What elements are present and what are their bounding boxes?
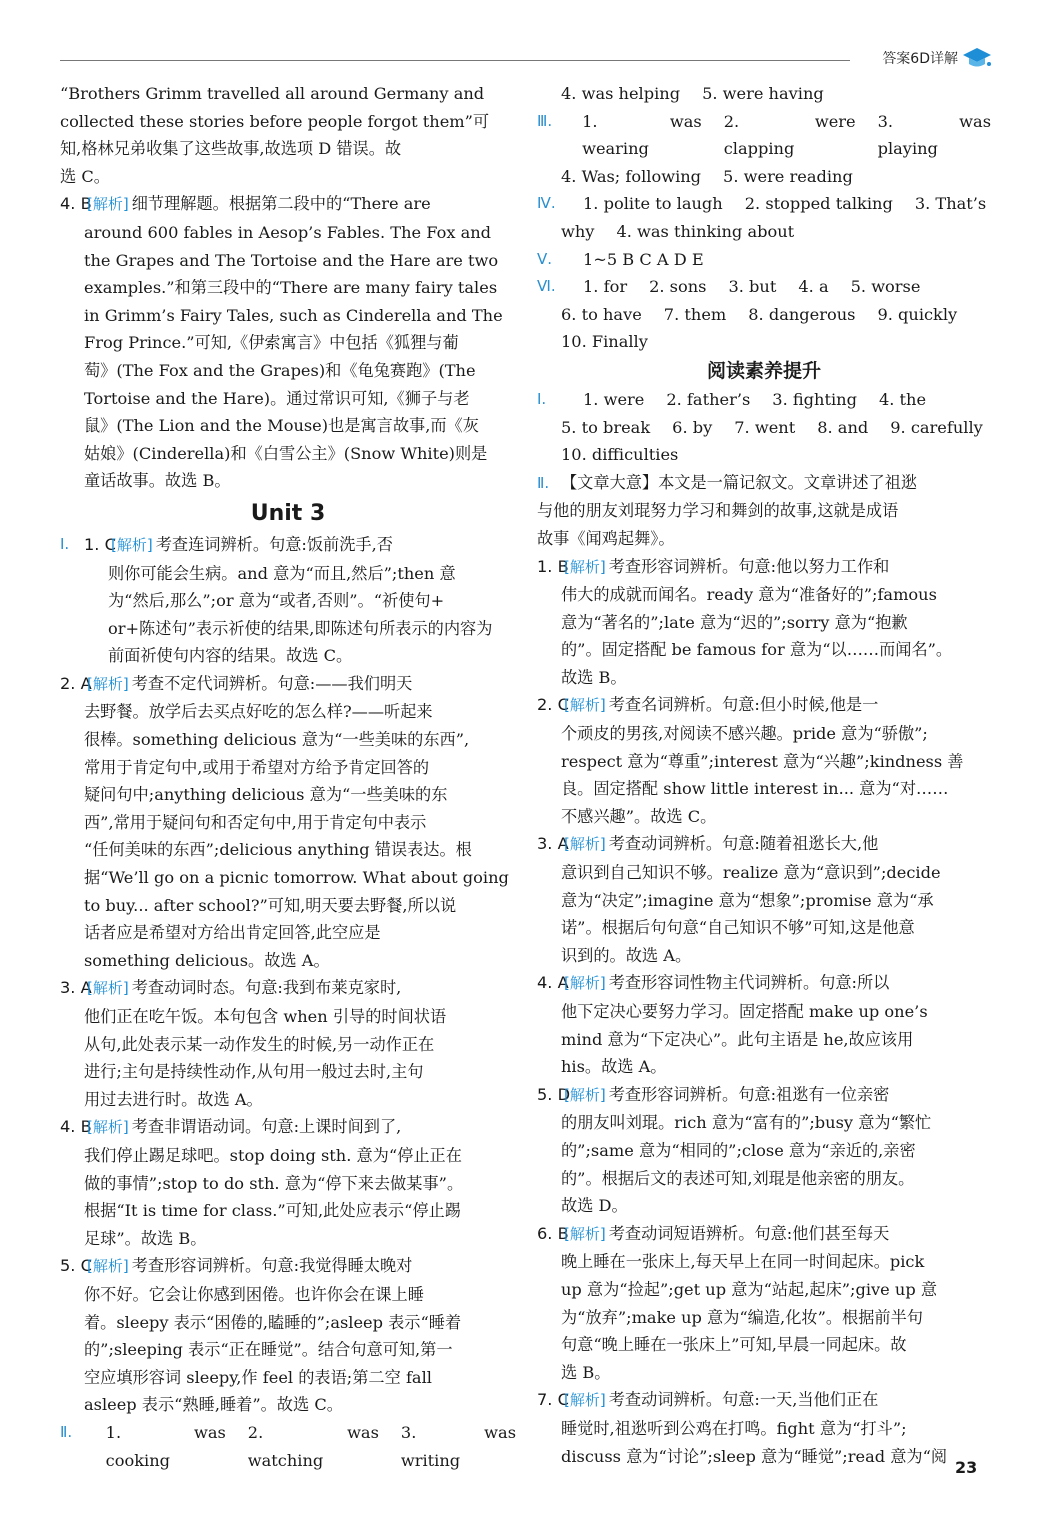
item-line: 诺”。根据后句句意“自己知识不够”可知,这是他意 — [561, 918, 915, 938]
analysis-tag: [ 解析 ] — [561, 1387, 609, 1415]
unit-title: Unit 3 — [250, 500, 326, 526]
item-line: 话者应是希望对方给出肯定回答,此空应是 — [84, 923, 381, 943]
answer: 5. worse — [850, 277, 921, 297]
item-line: [ 解析 ] 考查形容词辨析。句意:我觉得睡太晚对 — [84, 1252, 516, 1281]
item-line: 的”。固定搭配 be famous for 意为“以……而闻名”。 — [561, 640, 953, 660]
question-item — [537, 691, 991, 830]
item-line: 很棒。something delicious 意为“一些美味的东西”, — [84, 730, 470, 750]
answer: 5. were having — [702, 84, 824, 103]
intro-line: “Brothers Grimm travelled all around Germany and — [60, 84, 485, 103]
question-item — [84, 531, 516, 670]
item-line: 选 B。 — [561, 1362, 611, 1382]
page-header — [60, 40, 1000, 80]
answer: 6. by — [672, 417, 713, 437]
reading-2-summary — [537, 469, 991, 553]
section-4-row — [537, 190, 991, 218]
question-item — [537, 1220, 991, 1387]
answer: 1. for — [583, 277, 628, 297]
analysis-tag: [ 解析 ] — [84, 1114, 132, 1142]
header-title: 答案6D详解 — [882, 51, 958, 67]
section-roman: Ⅲ. — [537, 111, 553, 130]
item-line: 姑娘》(Cinderella)和《白雪公主》(Snow White)则是 — [84, 443, 488, 463]
analysis-tag: [ 解析 ] — [561, 1221, 609, 1249]
question-item — [537, 1081, 991, 1220]
item-line: [ 解析 ] 考查动词短语辨析。句意:他们甚至每天 — [561, 1220, 991, 1249]
question-item — [60, 974, 516, 1113]
answer: 8. and — [817, 417, 869, 437]
section-4-row — [537, 218, 991, 246]
item-number: 4. A — [537, 973, 569, 993]
intro-line: collected these stories before people forgot them”可 — [60, 111, 490, 131]
answer: 1. were — [583, 389, 645, 409]
item-number: 4. B — [60, 1117, 92, 1137]
answer: 2. stopped talking — [744, 194, 893, 214]
section-item — [60, 531, 516, 670]
answer: 3. That’s — [914, 194, 987, 214]
analysis-tag: [ 解析 ] — [84, 975, 132, 1003]
item-line: 识到的。故选 A。 — [561, 945, 692, 965]
item-line: 空应填形容词 sleepy,作 feel 的表语;第二空 fall — [84, 1367, 432, 1387]
item-line: 的”。根据后文的表述可知,刘琨是他亲密的朋友。 — [561, 1168, 915, 1188]
answer: 7. them — [663, 304, 727, 324]
item-line: 从句,此处表示某一动作发生的时候,另一动作正在 — [84, 1034, 435, 1054]
answer: 4. was helping — [561, 84, 681, 103]
section-2-cont — [537, 80, 991, 108]
item-line: 意为“决定”;imagine 意为“想象”;promise 意为“承 — [561, 890, 934, 910]
analysis-tag: [ 解析 ] — [561, 554, 609, 582]
item-line: 我们停止踢足球吧。stop doing sth. 意为“停止正在 — [84, 1145, 462, 1165]
item-line: [ 解析 ] 考查形容词辨析。句意:祖逖有一位亲密 — [561, 1081, 991, 1110]
right-column — [537, 80, 991, 1470]
section-roman: Ⅰ. — [537, 389, 547, 408]
answer: 2. was watching — [247, 1422, 379, 1470]
item-line: respect 意为“尊重”;interest 意为“兴趣”;kindness 善 — [561, 751, 964, 771]
section-roman: Ⅳ. — [537, 194, 556, 213]
question-item — [60, 670, 516, 975]
analysis-tag: [ 解析 ] — [84, 671, 132, 699]
item-line: 疑问句中;anything delicious 意为“一些美味的东 — [84, 785, 448, 805]
item-number: 4. B — [60, 194, 92, 214]
item-line: the Grapes and The Tortoise and the Hare are two — [84, 250, 499, 270]
answer: 10. difficulties — [561, 445, 679, 465]
item-number: 6. B — [537, 1223, 569, 1243]
answer: 8. dangerous — [748, 304, 856, 324]
answer: 2. father’s — [666, 389, 751, 409]
item-line: something delicious。故选 A。 — [84, 950, 330, 970]
item-line: [ 解析 ] 考查不定代词辨析。句意:——我们明天 — [84, 670, 516, 699]
item-line: [ 解析 ] 考查非谓语动词。句意:上课时间到了, — [84, 1113, 516, 1142]
section-roman: Ⅵ. — [537, 277, 556, 296]
answer: 3. was playing — [877, 111, 991, 159]
intro-line: 选 C。 — [60, 166, 110, 186]
graduation-cap-icon — [962, 44, 992, 72]
item-line: 用过去进行时。故选 A。 — [84, 1089, 263, 1109]
section-item — [60, 670, 516, 975]
answer: 3. but — [728, 277, 777, 297]
summary-line: 故事《闻鸡起舞》。 — [537, 528, 675, 548]
item-line: 为“放弃”;make up 意为“编造,化妆”。根据前半句 — [561, 1307, 923, 1327]
item-line: Tortoise and the Hare)。通过常识可知,《狮子与老 — [84, 388, 470, 408]
item-line: 前面祈使句内容的结果。故选 C。 — [108, 646, 353, 666]
answer: 1. was wearing — [582, 111, 702, 159]
section-roman: Ⅰ. — [60, 534, 70, 553]
answer: 9. carefully — [890, 417, 983, 437]
item-line: [ 解析 ] 考查动词时态。句意:我到布莱克家时, — [84, 974, 516, 1003]
section-6-row — [537, 328, 991, 356]
answer: 1. was cooking — [105, 1422, 226, 1470]
answer: 9. quickly — [877, 304, 958, 324]
item-line: 故选 D。 — [561, 1196, 628, 1216]
section-2-row — [60, 1419, 516, 1474]
item-number: 2. C — [537, 695, 569, 715]
item-line: 鼠》(The Lion and the Mouse)也是寓言故事,而《灰 — [84, 416, 479, 436]
item-number: 5. D — [537, 1084, 571, 1104]
answer: 2. were clapping — [723, 111, 856, 159]
item-line: 他们正在吃午饭。本句包含 when 引导的时间状语 — [84, 1007, 447, 1026]
section-item — [60, 974, 516, 1113]
reading-1-row — [537, 414, 991, 442]
item-line: 根据“It is time for class.”可知,此处应表示“停止踢 — [84, 1201, 461, 1221]
summary-line: 与他的朋友刘琨努力学习和舞剑的故事,这就是成语 — [537, 501, 899, 521]
item-line: 意为“著名的”;late 意为“迟的”;sorry 意为“抱歉 — [561, 612, 908, 632]
item-number: 7. C — [537, 1390, 569, 1410]
answer: 2. sons — [649, 277, 707, 297]
question-item — [537, 1386, 991, 1470]
item-line: [ 解析 ] 考查连词辨析。句意:饭前洗手,否 — [108, 531, 516, 560]
analysis-tag: [ 解析 ] — [561, 831, 609, 859]
section-6-row — [537, 301, 991, 329]
item-line: up 意为“捡起”;get up 意为“站起,起床”;give up 意 — [561, 1279, 938, 1299]
item-line: 着。sleepy 表示“困倦的,瞌睡的”;asleep 表示“睡着 — [84, 1312, 462, 1332]
item-line: examples.”和第三段中的“There are many fairy tales — [84, 278, 498, 298]
item-line: [ 解析 ] 考查形容词性物主代词辨析。句意:所以 — [561, 969, 991, 998]
answer: 10. Finally — [561, 332, 648, 352]
section-6-row — [537, 273, 991, 301]
item-line: 的朋友叫刘琨。rich 意为“富有的”;busy 意为“繁忙 — [561, 1113, 932, 1133]
answer: 5. were reading — [723, 166, 853, 186]
item-line: 童话故事。故选 B。 — [84, 471, 231, 491]
item-number: 1. B — [537, 556, 569, 576]
item-line: discuss 意为“讨论”;sleep 意为“睡觉”;read 意为“阅 — [561, 1446, 948, 1466]
item-line: 足球”。故选 B。 — [84, 1228, 207, 1248]
answer: 4. the — [878, 389, 927, 409]
answer: 1~5 B C A D E — [583, 249, 704, 269]
section-roman: Ⅴ. — [537, 249, 553, 268]
answer: 1. polite to laugh — [583, 194, 723, 214]
left-column — [60, 80, 516, 1474]
answer: 4. was thinking about — [616, 221, 795, 241]
section-3-row — [537, 163, 991, 191]
page-number: 23 — [955, 1458, 978, 1477]
item-number: 2. A — [60, 673, 92, 693]
analysis-tag: [ 解析 ] — [84, 191, 132, 219]
reading-1-row — [537, 386, 991, 414]
analysis-tag: [ 解析 ] — [84, 1253, 132, 1281]
item-line: 常用于肯定句中,或用于希望对方给予肯定回答的 — [84, 757, 430, 777]
header-rule — [60, 60, 850, 61]
item-line: 的”;sleeping 表示“正在睡觉”。结合句意可知,第一 — [84, 1340, 453, 1360]
section-1 — [60, 531, 516, 1419]
answer: 4. Was; following — [561, 166, 702, 186]
reading-1-row — [537, 441, 991, 469]
reading-title: 阅读素养提升 — [706, 359, 821, 382]
item-line: [ 解析 ] 细节理解题。根据第二段中的“There are — [84, 190, 516, 219]
item-line: [ 解析 ] 考查动词辨析。句意:随着祖逖长大,他 — [561, 830, 991, 859]
item-line: 晚上睡在一张床上,每天早上在同一时间起床。pick — [561, 1252, 925, 1272]
answer: why — [561, 221, 595, 241]
analysis-tag: [ 解析 ] — [108, 532, 156, 560]
section-roman: Ⅱ. — [537, 473, 550, 492]
item-line: Frog Prince.”可知,《伊索寓言》中包括《狐狸与葡 — [84, 333, 459, 353]
item-line: 去野餐。放学后去买点好吃的怎么样?——听起来 — [84, 702, 433, 722]
item-line: 做的事情”;stop to do sth. 意为“停下来去做某事”。 — [84, 1173, 464, 1193]
item-line: 意识到自己知识不够。realize 意为“意识到”;decide — [561, 863, 941, 883]
section-3-row — [537, 108, 991, 163]
item-line: 不感兴趣”。故选 C。 — [561, 806, 717, 826]
item-line: 睡觉时,祖逖听到公鸡在打鸣。fight 意为“打斗”; — [561, 1418, 907, 1438]
question-item — [537, 553, 991, 692]
item-line: 则你可能会生病。and 意为“而且,然后”;then 意 — [108, 563, 456, 583]
section-5-row — [537, 246, 991, 274]
answer: 7. went — [734, 417, 796, 437]
item-number: 1. C — [84, 534, 116, 554]
item-line: 你不好。它会让你感到困倦。也许你会在课上睡 — [84, 1284, 424, 1304]
answer: 3. fighting — [772, 389, 857, 409]
item-line: 进行;主句是持续性动作,从句用一般过去时,主句 — [84, 1062, 424, 1082]
item-line: 为“然后,那么”;or 意为“或者,否则”。“祈使句+ — [108, 591, 445, 611]
item-line: 的”;same 意为“相同的”;close 意为“亲近的,亲密 — [561, 1140, 916, 1160]
question-item — [60, 190, 516, 495]
question-item — [60, 1252, 516, 1419]
item-line: [ 解析 ] 考查动词辨析。句意:一天,当他们正在 — [561, 1386, 991, 1415]
item-line: around 600 fables in Aesop’s Fables. The Fox and — [84, 222, 492, 242]
item-line: 故选 B。 — [561, 667, 627, 687]
item-line: 据“We’ll go on a picnic tomorrow. What about going — [84, 868, 509, 888]
item-line: 个顽皮的男孩,对阅读不感兴趣。pride 意为“骄傲”; — [561, 724, 928, 744]
item-line: 句意“晚上睡在一张床上”可知,早晨一同起床。故 — [561, 1335, 907, 1355]
item-line: in Grimm’s Fairy Tales, such as Cinderella and The — [84, 305, 503, 325]
item-line: “任何美味的东西”;delicious anything 错误表达。根 — [84, 840, 472, 860]
analysis-tag: [ 解析 ] — [561, 970, 609, 998]
answer: 4. a — [798, 277, 829, 297]
question-item — [537, 969, 991, 1080]
item-line: 西”,常用于疑问句和否定句中,用于肯定句中表示 — [84, 812, 427, 832]
item-line: [ 解析 ] 考查形容词辨析。句意:他以努力工作和 — [561, 553, 991, 582]
item-line: [ 解析 ] 考查名词辨析。句意:但小时候,他是一 — [561, 691, 991, 720]
item-line: mind 意为“下定决心”。此句主语是 he,故应该用 — [561, 1029, 914, 1049]
intro-line: 知,格林兄弟收集了这些故事,故选项 D 错误。故 — [60, 139, 402, 159]
item-line: to buy... after school?”可知,明天要去野餐,所以说 — [84, 895, 457, 915]
section-roman: Ⅱ. — [60, 1422, 73, 1441]
question-item — [60, 1113, 516, 1252]
item-line: 他下定决心要努力学习。固定搭配 make up one’s — [561, 1002, 928, 1021]
item-line: or+陈述句”表示祈使的结果,即陈述句所表示的内容为 — [108, 618, 493, 638]
summary-line: Ⅱ. 【文章大意】本文是一篇记叙文。文章讲述了祖逖 — [537, 469, 991, 498]
item-number: 5. C — [60, 1256, 92, 1276]
analysis-tag: [ 解析 ] — [561, 1082, 609, 1110]
question-item — [537, 830, 991, 969]
answer: 6. to have — [561, 304, 642, 324]
item-line: 良。固定搭配 show little interest in... 意为“对…… — [561, 779, 949, 799]
item-number: 3. A — [537, 834, 569, 854]
item-line: 萄》(The Fox and the Grapes)和《龟兔赛跑》(The — [84, 360, 476, 380]
answer: 3. was writing — [400, 1422, 516, 1470]
item-line: his。故选 A。 — [561, 1057, 667, 1077]
answer: 5. to break — [561, 417, 651, 437]
item-number: 3. A — [60, 978, 92, 998]
section-item — [60, 1113, 516, 1252]
section-item — [60, 1252, 516, 1419]
analysis-tag: [ 解析 ] — [561, 692, 609, 720]
item-line: 伟大的成就而闻名。ready 意为“准备好的”;famous — [561, 585, 937, 605]
item-line: asleep 表示“熟睡,睡着”。故选 C。 — [84, 1395, 343, 1415]
